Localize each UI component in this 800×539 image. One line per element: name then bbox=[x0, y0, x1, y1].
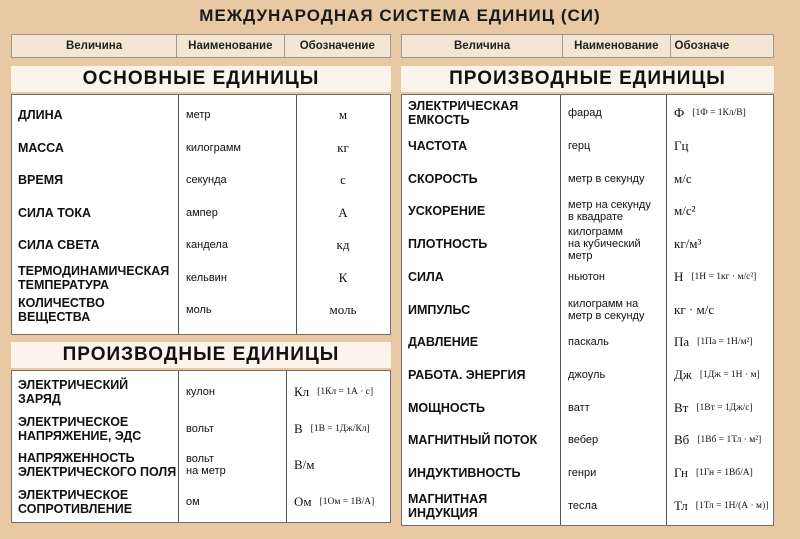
unit-definition: [1Вт = 1Дж/с] bbox=[696, 402, 753, 413]
quantity-cell: СИЛА bbox=[408, 269, 444, 284]
unit-name-cell: килограмм bbox=[186, 141, 241, 154]
symbol-cell bbox=[296, 99, 390, 132]
table-row bbox=[402, 489, 773, 522]
table-row bbox=[402, 359, 773, 392]
table-row bbox=[402, 228, 773, 261]
unit-name-cell: генри bbox=[568, 467, 597, 480]
table-row bbox=[402, 391, 773, 424]
unit-definition: [1Вб = 1Тл · м²] bbox=[697, 435, 762, 446]
page-title: МЕЖДУНАРОДНАЯ СИСТЕМА ЕДИНИЦ (СИ) bbox=[199, 6, 601, 25]
unit-symbol: Н bbox=[674, 268, 684, 284]
symbol-cell bbox=[666, 293, 773, 326]
unit-name-cell: вольт bbox=[186, 422, 214, 435]
unit-name-cell: ом bbox=[186, 495, 200, 508]
symbol-cell bbox=[666, 261, 773, 294]
unit-name-cell: метр bbox=[186, 109, 211, 122]
symbol-cell bbox=[666, 97, 773, 130]
symbol-cell bbox=[286, 447, 390, 484]
quantity-cell: СИЛА ТОКА bbox=[18, 205, 91, 220]
unit-name-cell: килограмм на кубический метр bbox=[568, 226, 641, 263]
header-name: Наименование bbox=[177, 35, 284, 57]
header-symbol: Обозначе bbox=[674, 40, 730, 52]
symbol-cell bbox=[296, 229, 390, 262]
quantity-cell: МАССА bbox=[18, 140, 64, 155]
quantity-cell: ИНДУКТИВНОСТЬ bbox=[408, 466, 521, 481]
symbol-cell bbox=[666, 359, 773, 392]
unit-symbol: моль bbox=[329, 302, 357, 318]
symbol-cell bbox=[296, 262, 390, 295]
unit-symbol: кг · м/с bbox=[674, 301, 715, 317]
symbol-cell bbox=[666, 228, 773, 261]
symbol-cell bbox=[666, 195, 773, 228]
unit-symbol: Вт bbox=[674, 399, 689, 415]
unit-symbol: Ом bbox=[294, 493, 312, 509]
table-row bbox=[402, 261, 773, 294]
unit-symbol: Гн bbox=[674, 465, 688, 481]
table-row bbox=[12, 447, 390, 484]
unit-name-cell: джоуль bbox=[568, 368, 606, 381]
quantity-cell: КОЛИЧЕСТВО ВЕЩЕСТВА bbox=[18, 296, 105, 325]
unit-name-cell: ампер bbox=[186, 206, 218, 219]
unit-symbol: кд bbox=[336, 237, 350, 253]
unit-symbol: с bbox=[340, 172, 346, 188]
quantity-cell: ЧАСТОТА bbox=[408, 139, 468, 154]
unit-definition: [1Па = 1Н/м²] bbox=[697, 337, 753, 348]
table-row bbox=[12, 164, 390, 197]
quantity-cell: СКОРОСТЬ bbox=[408, 171, 478, 186]
table-row bbox=[12, 197, 390, 230]
table-row bbox=[402, 293, 773, 326]
table-row bbox=[12, 411, 390, 448]
table-row bbox=[402, 326, 773, 359]
quantity-cell: РАБОТА. ЭНЕРГИЯ bbox=[408, 367, 526, 382]
table-row bbox=[402, 162, 773, 195]
header-quantity: Величина bbox=[402, 35, 563, 57]
unit-symbol: Ф bbox=[674, 105, 685, 121]
unit-name-cell: вольт на метр bbox=[186, 453, 226, 478]
unit-symbol: К bbox=[338, 269, 348, 285]
symbol-cell bbox=[286, 374, 390, 411]
table-row bbox=[402, 424, 773, 457]
quantity-cell: ЭЛЕКТРИЧЕСКАЯ ЕМКОСТЬ bbox=[408, 99, 519, 128]
unit-name-cell: фарад bbox=[568, 107, 602, 120]
table-row bbox=[12, 262, 390, 295]
unit-definition: [1Дж = 1Н · м] bbox=[699, 369, 760, 380]
quantity-cell: ЭЛЕКТРИЧЕСКОЕ СОПРОТИВЛЕНИЕ bbox=[18, 487, 133, 516]
unit-symbol: кг/м³ bbox=[674, 236, 702, 252]
symbol-cell bbox=[666, 391, 773, 424]
unit-name-cell: вебер bbox=[568, 434, 599, 447]
table-row bbox=[12, 484, 390, 521]
symbol-cell bbox=[296, 164, 390, 197]
unit-symbol: Тл bbox=[674, 497, 688, 513]
left-header bbox=[11, 34, 391, 58]
quantity-cell: ДАВЛЕНИЕ bbox=[408, 335, 479, 350]
unit-definition: [1Тл = 1Н/(А · м)] bbox=[695, 500, 769, 511]
symbol-cell bbox=[296, 132, 390, 165]
unit-definition: [1Кл = 1А · с] bbox=[317, 387, 374, 398]
table-row bbox=[12, 374, 390, 411]
symbol-cell bbox=[296, 197, 390, 230]
table-row bbox=[402, 130, 773, 163]
unit-name-cell: ватт bbox=[568, 401, 590, 414]
quantity-cell: УСКОРЕНИЕ bbox=[408, 204, 486, 219]
unit-name-cell: ньютон bbox=[568, 270, 605, 283]
unit-symbol: Гц bbox=[674, 138, 689, 154]
symbol-cell bbox=[286, 484, 390, 521]
unit-symbol: А bbox=[338, 204, 348, 220]
header-name: Наименование bbox=[563, 35, 670, 57]
table-row bbox=[402, 457, 773, 490]
unit-name-cell: кандела bbox=[186, 239, 228, 252]
unit-name-cell: метр в секунду bbox=[568, 172, 645, 185]
symbol-cell bbox=[666, 326, 773, 359]
quantity-cell: МАГНИТНАЯ ИНДУКЦИЯ bbox=[408, 491, 488, 520]
unit-symbol: В bbox=[294, 420, 303, 436]
header-symbol: Обозначение bbox=[299, 40, 375, 52]
unit-name-cell: кельвин bbox=[186, 271, 227, 284]
unit-name-cell: метр на секунду в квадрате bbox=[568, 199, 651, 224]
table-row bbox=[12, 99, 390, 132]
unit-symbol: В/м bbox=[294, 457, 315, 473]
unit-name-cell: моль bbox=[186, 304, 212, 317]
quantity-cell: ТЕРМОДИНАМИЧЕСКАЯ ТЕМПЕРАТУРА bbox=[18, 263, 170, 292]
unit-symbol: м/с bbox=[674, 170, 692, 186]
symbol-cell bbox=[666, 162, 773, 195]
table-row bbox=[12, 229, 390, 262]
quantity-cell: ДЛИНА bbox=[18, 108, 63, 123]
symbol-cell bbox=[666, 457, 773, 490]
unit-definition: [1Гн = 1Вб/А] bbox=[695, 468, 753, 479]
unit-definition: [1Ф = 1Кл/В] bbox=[692, 108, 746, 119]
quantity-cell: ИМПУЛЬС bbox=[408, 302, 471, 317]
symbol-cell bbox=[666, 489, 773, 522]
header-quantity: Величина bbox=[12, 35, 177, 57]
table-row bbox=[12, 294, 390, 327]
section-base-units: ОСНОВНЫЕ ЕДИНИЦЫ bbox=[11, 66, 391, 92]
unit-name-cell: секунда bbox=[186, 174, 227, 187]
unit-symbol: Кл bbox=[294, 384, 310, 400]
table-row bbox=[402, 195, 773, 228]
symbol-cell bbox=[666, 130, 773, 163]
table-row bbox=[12, 132, 390, 165]
unit-symbol: кг bbox=[337, 139, 349, 155]
unit-name-cell: кулон bbox=[186, 386, 215, 399]
unit-symbol: м/с² bbox=[674, 203, 696, 219]
unit-symbol: Па bbox=[674, 334, 690, 350]
unit-definition: [1Ом = 1В/А] bbox=[319, 496, 375, 507]
symbol-cell bbox=[666, 424, 773, 457]
quantity-cell: ЭЛЕКТРИЧЕСКИЙ ЗАРЯД bbox=[18, 378, 129, 407]
unit-name-cell: килограмм на метр в секунду bbox=[568, 297, 645, 322]
quantity-cell: СИЛА СВЕТА bbox=[18, 238, 100, 253]
unit-definition: [1В = 1Дж/Кл] bbox=[310, 423, 370, 434]
quantity-cell: ПЛОТНОСТЬ bbox=[408, 237, 488, 252]
derived-right-table bbox=[401, 94, 774, 526]
unit-symbol: Вб bbox=[674, 432, 690, 448]
section-derived-right: ПРОИЗВОДНЫЕ ЕДИНИЦЫ bbox=[401, 66, 774, 92]
unit-name-cell: тесла bbox=[568, 499, 598, 512]
base-units-table bbox=[11, 94, 391, 335]
unit-name-cell: паскаль bbox=[568, 336, 609, 349]
table-row bbox=[402, 97, 773, 130]
quantity-cell: НАПРЯЖЕННОСТЬ ЭЛЕКТРИЧЕСКОГО ПОЛЯ bbox=[18, 451, 177, 480]
quantity-cell: ВРЕМЯ bbox=[18, 173, 64, 188]
quantity-cell: МОЩНОСТЬ bbox=[408, 400, 485, 415]
unit-symbol: Дж bbox=[674, 366, 692, 382]
symbol-cell bbox=[286, 411, 390, 448]
quantity-cell: ЭЛЕКТРИЧЕСКОЕ НАПРЯЖЕНИЕ, ЭДС bbox=[18, 414, 142, 443]
unit-symbol: м bbox=[338, 107, 348, 123]
right-header bbox=[401, 34, 774, 58]
derived-left-table bbox=[11, 370, 391, 523]
unit-name-cell: герц bbox=[568, 140, 591, 153]
symbol-cell bbox=[296, 294, 390, 327]
section-derived-left: ПРОИЗВОДНЫЕ ЕДИНИЦЫ bbox=[11, 342, 391, 368]
unit-definition: [1Н = 1кг · м/с²] bbox=[691, 271, 757, 282]
quantity-cell: МАГНИТНЫЙ ПОТОК bbox=[408, 433, 538, 448]
